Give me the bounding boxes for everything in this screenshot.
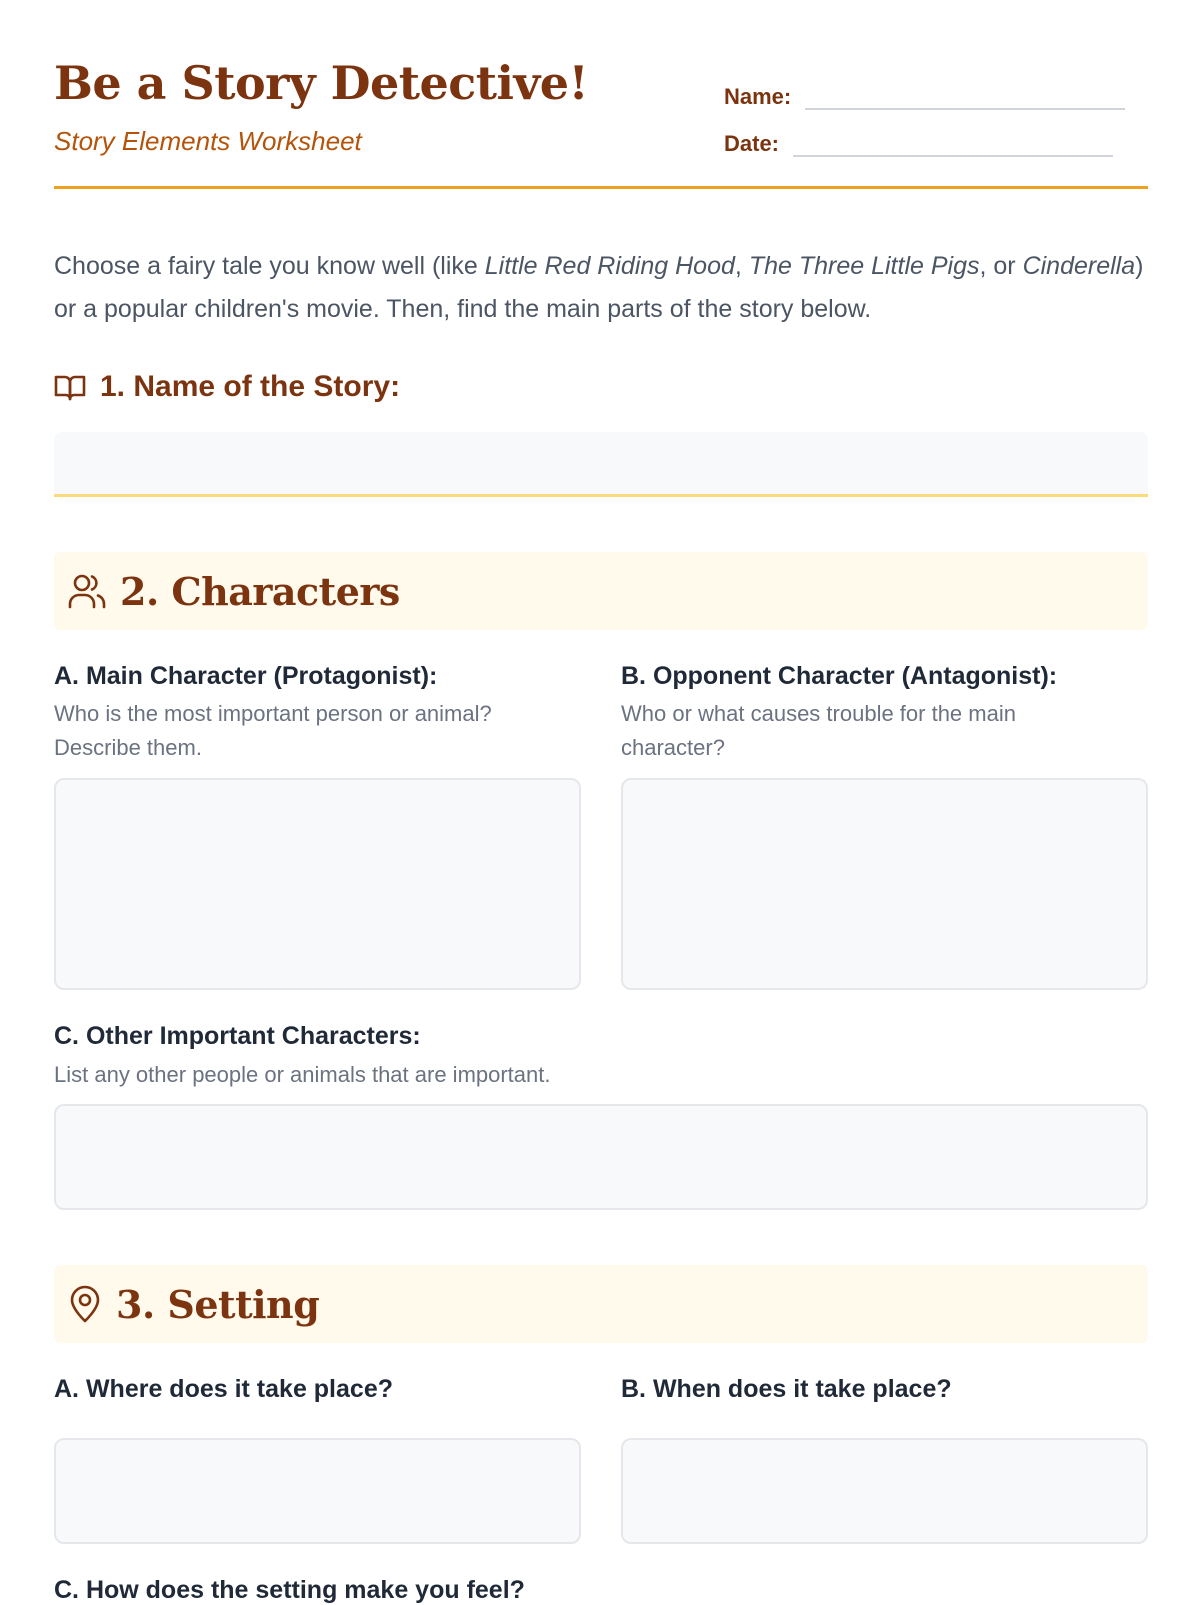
intro-sep-2: , or <box>979 252 1023 280</box>
name-label: Name: <box>724 84 792 109</box>
name-input-line[interactable] <box>805 82 1125 110</box>
setting-feel-label: C. How does the setting make you feel? <box>54 1576 525 1604</box>
users-icon <box>68 573 106 609</box>
opponent-character-answer-box[interactable] <box>621 778 1148 990</box>
instructions-text <box>54 245 1148 331</box>
intro-text-2: ) or a popular children's movie. Then, find the main parts of the story below. <box>54 252 1144 323</box>
section-setting-title: 3. Setting <box>116 1281 320 1327</box>
section-story-name-heading <box>54 370 400 404</box>
setting-when-label: B. When does it take place? <box>621 1375 952 1403</box>
worksheet-page <box>54 0 1148 1604</box>
map-pin-icon <box>68 1285 102 1323</box>
opponent-character-hint: Who or what causes trouble for the main character? <box>621 701 1016 760</box>
worksheet-subtitle: Story Elements Worksheet <box>54 126 362 156</box>
book-icon <box>54 373 86 401</box>
date-label: Date: <box>724 131 780 156</box>
main-character-hint: Who is the most important person or animal? Describe them. <box>54 701 492 760</box>
worksheet-title: Be a Story Detective! <box>54 56 589 110</box>
date-field-row <box>724 129 1113 157</box>
setting-where-answer-box[interactable] <box>54 1438 581 1544</box>
header-divider <box>54 186 1148 189</box>
main-character-answer-box[interactable] <box>54 778 581 990</box>
section-characters-banner <box>54 552 1148 630</box>
setting-where-label: A. Where does it take place? <box>54 1375 393 1403</box>
main-character-label: A. Main Character (Protagonist): <box>54 662 438 690</box>
date-input-line[interactable] <box>793 129 1113 157</box>
intro-tale-1: Little Red Riding Hood <box>484 252 735 280</box>
other-characters-answer-box[interactable] <box>54 1104 1148 1210</box>
story-name-input[interactable] <box>54 432 1148 497</box>
other-characters-label: C. Other Important Characters: <box>54 1022 421 1050</box>
intro-tale-3: Cinderella <box>1022 252 1136 280</box>
intro-tale-2: The Three Little Pigs <box>748 252 980 280</box>
section-setting-banner <box>54 1265 1148 1343</box>
intro-sep-1: , <box>734 252 749 280</box>
section-characters-title: 2. Characters <box>120 568 400 614</box>
intro-text-1: Choose a fairy tale you know well (like <box>54 252 485 280</box>
name-field-row <box>724 82 1125 110</box>
other-characters-hint: List any other people or animals that are important. <box>54 1062 551 1087</box>
opponent-character-label: B. Opponent Character (Antagonist): <box>621 662 1058 690</box>
section-story-name-title: 1. Name of the Story: <box>100 370 401 403</box>
setting-when-answer-box[interactable] <box>621 1438 1148 1544</box>
worksheet-header <box>54 0 1148 190</box>
